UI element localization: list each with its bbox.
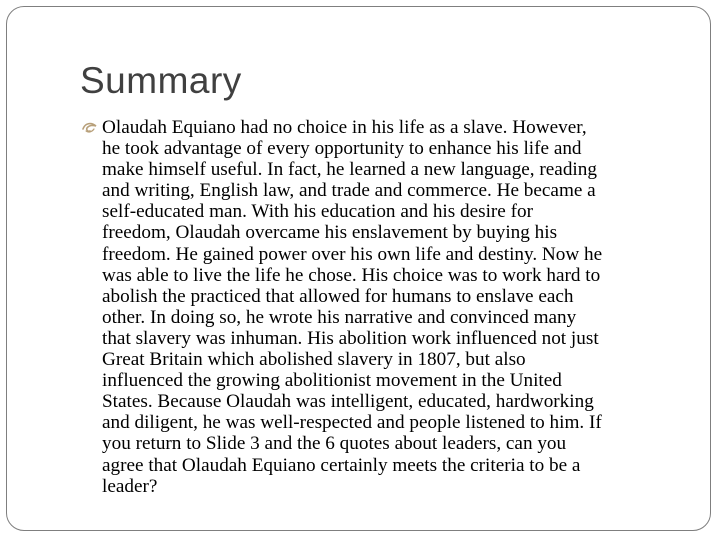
text-line: agree that Olaudah Equiano certainly meets the criteria to be a xyxy=(102,454,581,476)
text-line: Great Britain which abolished slavery in 1807, but also xyxy=(102,349,526,371)
text-line: he took advantage of every opportunity to enhance his life and xyxy=(102,138,582,160)
text-line: Olaudah Equiano had no choice in his life as a slave. However, xyxy=(102,117,587,138)
text-line: make himself useful. In fact, he learned a new language, reading xyxy=(102,159,597,181)
slide-title: Summary xyxy=(80,60,242,101)
text-line: leader? xyxy=(102,475,158,497)
text-line: abolish the practiced that allowed for humans to enslave each xyxy=(102,285,574,307)
text-line: was able to live the life he chose. His choice was to work hard to xyxy=(102,264,601,286)
text-line: and writing, English law, and trade and commerce. He became a xyxy=(102,180,596,202)
ornamental-curl-icon xyxy=(82,120,98,134)
text-line: you return to Slide 3 and the 6 quotes about leaders, can you xyxy=(102,433,567,455)
summary-paragraph xyxy=(102,117,672,497)
text-line: and diligent, he was well-respected and people listened to him. If xyxy=(102,412,602,434)
text-line: that slavery was inhuman. His abolition work influenced not just xyxy=(102,327,599,349)
text-line: freedom. He gained power over his own life and destiny. Now he xyxy=(102,243,603,265)
text-line: States. Because Olaudah was intelligent, educated, hardworking xyxy=(102,391,594,413)
text-line: other. In doing so, he wrote his narrative and convinced many xyxy=(102,306,577,328)
text-line: freedom, Olaudah overcame his enslavement by buying his xyxy=(102,222,558,244)
text-line: influenced the growing abolitionist movement in the United xyxy=(102,370,562,392)
text-line: self-educated man. With his education and his desire for xyxy=(102,201,533,223)
